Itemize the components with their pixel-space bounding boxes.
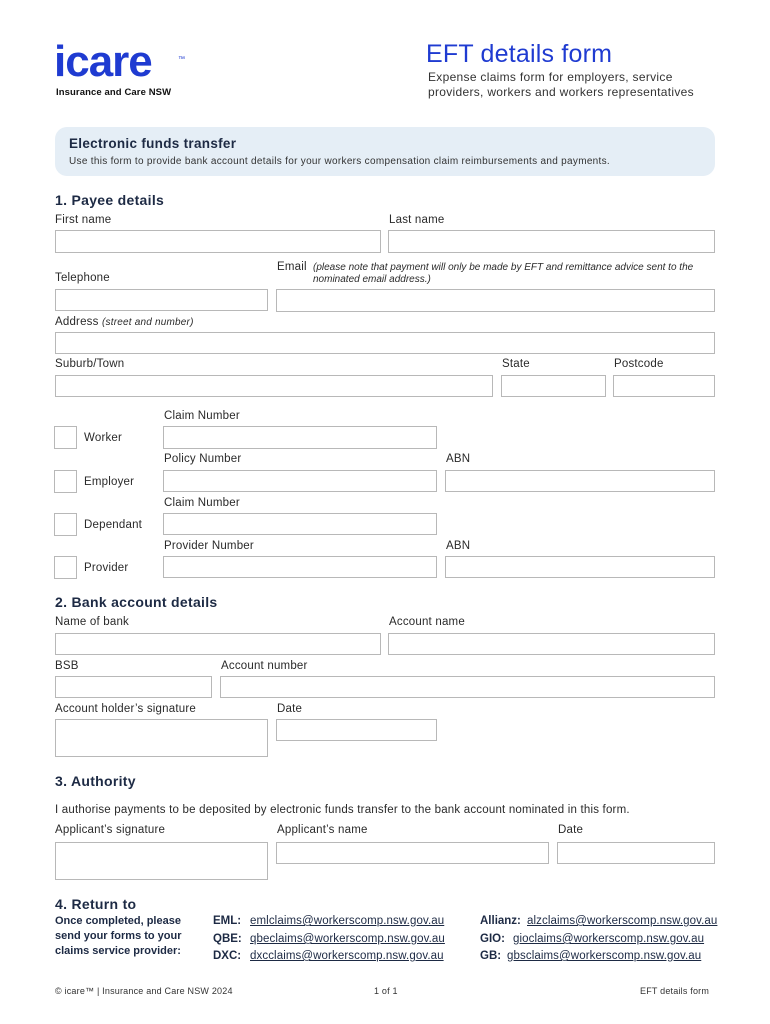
employer-abn-label: ABN [446,453,471,465]
worker-label: Worker [84,432,123,444]
employer-abn-input[interactable] [445,470,715,492]
allianz-code: Allianz: [480,915,521,927]
provider-abn-label: ABN [446,540,471,552]
icare-logo: icare [54,37,152,86]
qbe-email-link[interactable]: qbeclaims@workerscomp.nsw.gov.au [250,933,445,945]
eml-email-link[interactable]: emlclaims@workerscomp.nsw.gov.au [250,915,445,927]
email-note [313,262,723,286]
banner-text: Use this form to provide bank account details for your workers compensation claim reimbursements and payments. [69,156,611,167]
gb-email-link[interactable]: gbsclaims@workerscomp.nsw.gov.au [507,950,702,962]
first-name-label: First name [55,214,112,226]
address-input[interactable] [55,332,715,354]
applicant-signature-label: Applicant’s signature [55,824,166,836]
bsb-input[interactable] [55,676,212,698]
worker-claim-number-label: Claim Number [164,410,240,422]
suburb-label: Suburb/Town [55,358,125,370]
page-subtitle: Expense claims form for employers, service providers, workers and workers representatives [428,70,694,99]
info-banner [55,127,715,176]
bank-name-input[interactable] [55,633,381,655]
employer-label: Employer [84,476,135,488]
postcode-label: Postcode [614,358,664,370]
telephone-label: Telephone [55,272,110,284]
email-input[interactable] [276,289,715,312]
holder-signature-label: Account holder’s signature [55,703,196,715]
banner-heading: Electronic funds transfer [69,136,237,151]
dxc-email-link[interactable]: dxcclaims@workerscomp.nsw.gov.au [250,950,444,962]
section-payee-title: 1. Payee details [55,192,165,208]
account-name-input[interactable] [388,633,715,655]
footer-copyright: © icare™ | Insurance and Care NSW 2024 [55,986,233,996]
authority-statement: I authorise payments to be deposited by electronic funds transfer to the bank account nominated in this form. [55,804,630,816]
address-label [55,316,194,328]
bank-date-input[interactable] [276,719,437,741]
provider-abn-input[interactable] [445,556,715,578]
page-title: EFT details form [426,40,613,68]
postcode-input[interactable] [613,375,715,397]
gio-email-link[interactable]: gioclaims@workerscomp.nsw.gov.au [513,933,705,945]
first-name-input[interactable] [55,230,381,253]
email-note-text: (please note that payment will only be made by EFT and remittance advice sent to the nominated email address.) [313,262,694,285]
section-bank-title: 2. Bank account details [55,594,218,610]
dependant-claim-number-input[interactable] [163,513,437,535]
policy-number-input[interactable] [163,470,437,492]
provider-number-input[interactable] [163,556,437,578]
bank-name-label: Name of bank [55,616,129,628]
section-return-title: 4. Return to [55,896,137,912]
authority-date-label: Date [558,824,584,836]
last-name-input[interactable] [388,230,715,253]
provider-label: Provider [84,562,129,574]
footer-page-number: 1 of 1 [374,986,398,996]
authority-date-input[interactable] [557,842,715,864]
eml-code: EML: [213,915,242,927]
dependant-label: Dependant [84,519,143,531]
holder-signature-input[interactable] [55,719,268,757]
account-number-label: Account number [221,660,308,672]
provider-number-label: Provider Number [164,540,254,552]
policy-number-label: Policy Number [164,453,242,465]
footer-form-name: EFT details form [640,986,710,996]
account-number-input[interactable] [220,676,715,698]
provider-checkbox[interactable] [54,556,77,579]
bsb-label: BSB [55,660,79,672]
worker-claim-number-input[interactable] [163,426,437,449]
state-label: State [502,358,530,370]
suburb-input[interactable] [55,375,493,397]
section-authority-title: 3. Authority [55,773,136,789]
telephone-input[interactable] [55,289,268,311]
dxc-code: DXC: [213,950,242,962]
account-name-label: Account name [389,616,465,628]
dependant-claim-number-label: Claim Number [164,497,240,509]
gio-code: GIO: [480,933,505,945]
applicant-name-input[interactable] [276,842,549,864]
logo-trademark: ™ [178,56,185,63]
allianz-email-link[interactable]: alzclaims@workerscomp.nsw.gov.au [527,915,718,927]
state-input[interactable] [501,375,606,397]
qbe-code: QBE: [213,933,242,945]
applicant-name-label: Applicant’s name [277,824,368,836]
logo-subtitle: Insurance and Care NSW [56,87,172,98]
address-note: (street and number) [102,317,194,328]
worker-checkbox[interactable] [54,426,77,449]
dependant-checkbox[interactable] [54,513,77,536]
return-instructions: Once completed, please send your forms to your claims service provider: [55,915,182,957]
last-name-label: Last name [389,214,445,226]
email-label: Email [277,261,307,273]
bank-date-label: Date [277,703,303,715]
employer-checkbox[interactable] [54,470,77,493]
address-label-text: Address [55,316,99,328]
gb-code: GB: [480,950,502,962]
applicant-signature-input[interactable] [55,842,268,880]
